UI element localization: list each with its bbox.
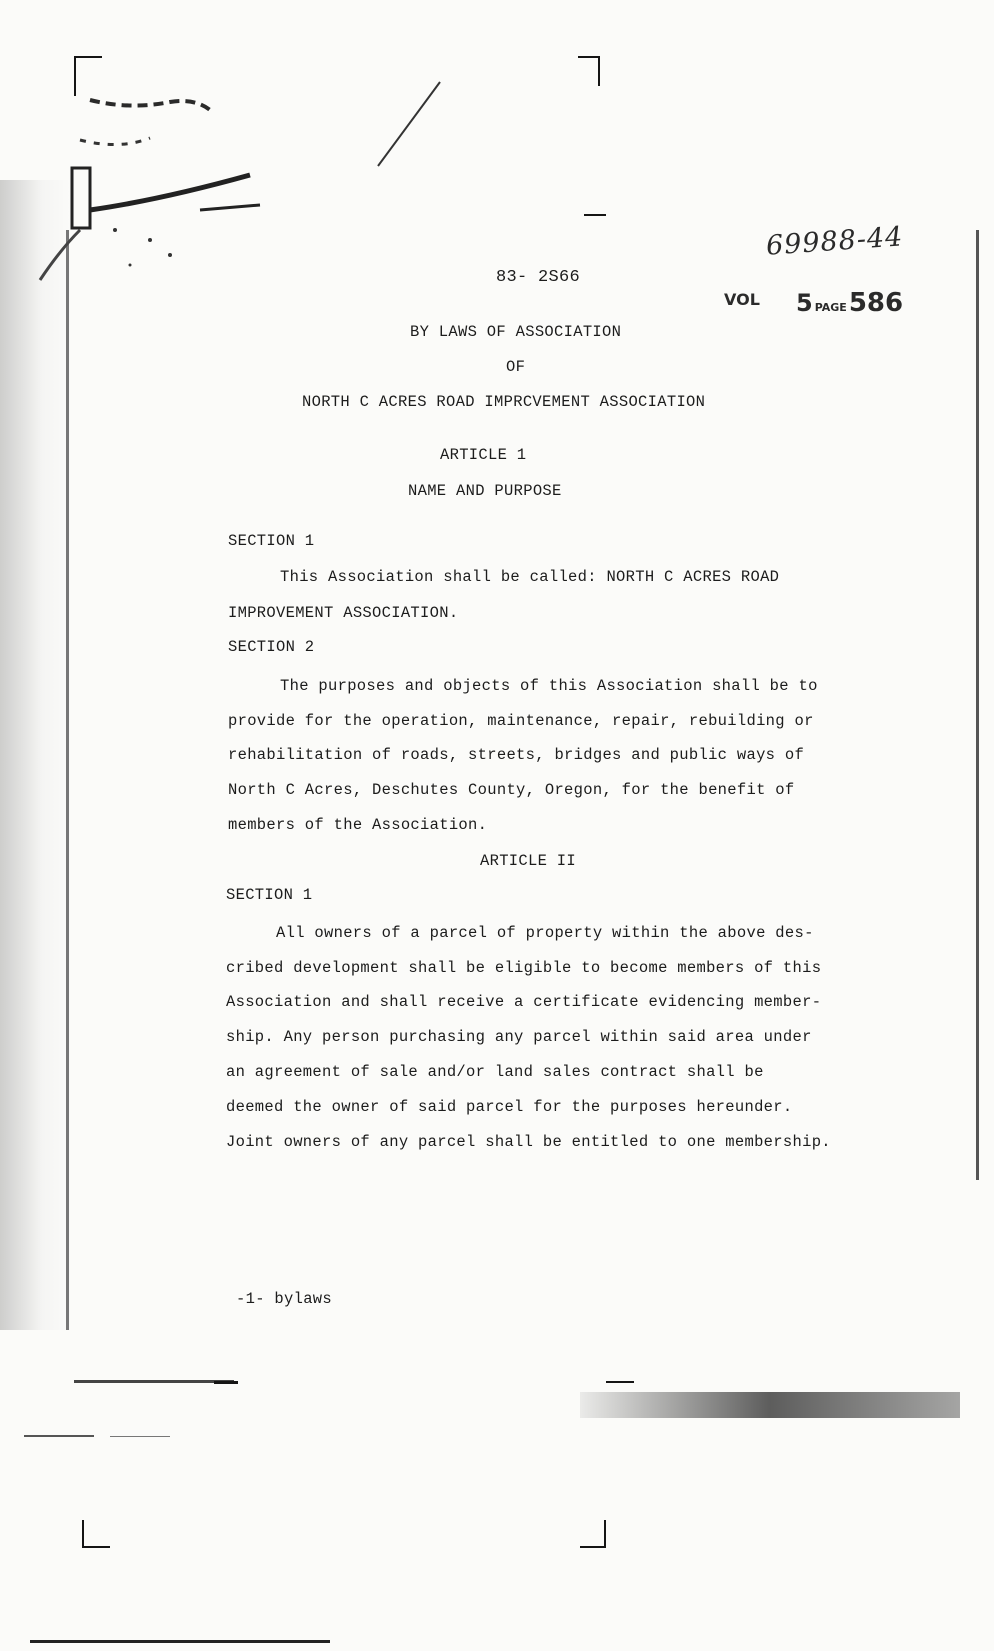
scan-dash-bottom-2 [606,1381,634,1383]
scan-smudge-top-left [20,80,280,320]
crop-mark-top-left-h [74,56,102,58]
scan-smear-bottom-right [580,1392,960,1418]
volume-label: VOL [724,290,760,309]
article-2-section-1-line: Joint owners of any parcel shall be entitled to one membership. [226,1133,831,1151]
crop-mark-bottom-right-h [580,1546,606,1548]
scan-edge-left [0,180,70,1330]
section-1-heading: SECTION 1 [228,532,315,550]
scan-line-lower-left [24,1435,94,1437]
crop-mark-top-right-h [578,56,600,58]
scan-line-lower-left-2 [110,1436,170,1437]
scan-slash-mark [370,80,450,170]
article-2-section-1-line: ship. Any person purchasing any parcel within said area under [226,1028,812,1046]
volume-number: 5 [796,289,813,317]
document-number: 83- 2S66 [496,268,581,287]
article-1-subheading: NAME AND PURPOSE [408,482,562,500]
section-1-line: This Association shall be called: NORTH C ACRES ROAD [280,568,780,586]
section-2-heading: SECTION 2 [228,638,315,656]
page-stamp [796,288,903,318]
article-1-heading: ARTICLE 1 [440,446,527,464]
section-2-line: The purposes and objects of this Association shall be to [280,677,818,695]
scan-line-page-bottom [30,1640,330,1643]
article-2-section-1-line: Association and shall receive a certificate evidencing member- [226,993,822,1011]
section-2-line: provide for the operation, maintenance, repair, rebuilding or [228,712,814,730]
volume-stamp [724,290,760,309]
scan-edge-right-line [976,230,979,1180]
crop-mark-bottom-left-h [82,1546,110,1548]
article-2-section-1-line: cribed development shall be eligible to become members of this [226,959,822,977]
scan-edge-left-line [66,230,69,1330]
crop-mark-bottom-right-v [604,1520,606,1548]
title-line-3: NORTH C ACRES ROAD IMPRCVEMENT ASSOCIATION [302,393,706,411]
crop-mark-bottom-left-v [82,1520,84,1548]
scan-line-bottom [74,1380,234,1383]
section-2-line: North C Acres, Deschutes County, Oregon, for the benefit of [228,781,795,799]
crop-mark-top-right-v [598,56,600,86]
section-2-line: rehabilitation of roads, streets, bridges and public ways of [228,746,805,764]
handwritten-reference-number: 69988-44 [765,221,905,262]
article-2-heading: ARTICLE II [480,852,577,870]
footer-page-label: -1- bylaws [236,1290,333,1308]
article-2-section-1-line: an agreement of sale and/or land sales contract shall be [226,1063,764,1081]
section-1-line: IMPROVEMENT ASSOCIATION. [228,604,459,622]
scan-dash-bottom-1 [214,1381,238,1384]
title-line-2: OF [506,358,526,376]
scan-dash-top [584,214,606,216]
page-number: 586 [848,288,904,318]
article-2-section-1-heading: SECTION 1 [226,886,313,904]
page-label: PAGE [814,301,847,314]
article-2-section-1-line: All owners of a parcel of property within the above des- [276,924,814,942]
article-2-section-1-line: deemed the owner of said parcel for the purposes hereunder. [226,1098,793,1116]
title-line-1: BY LAWS OF ASSOCIATION [410,323,622,341]
section-2-line: members of the Association. [228,816,488,834]
